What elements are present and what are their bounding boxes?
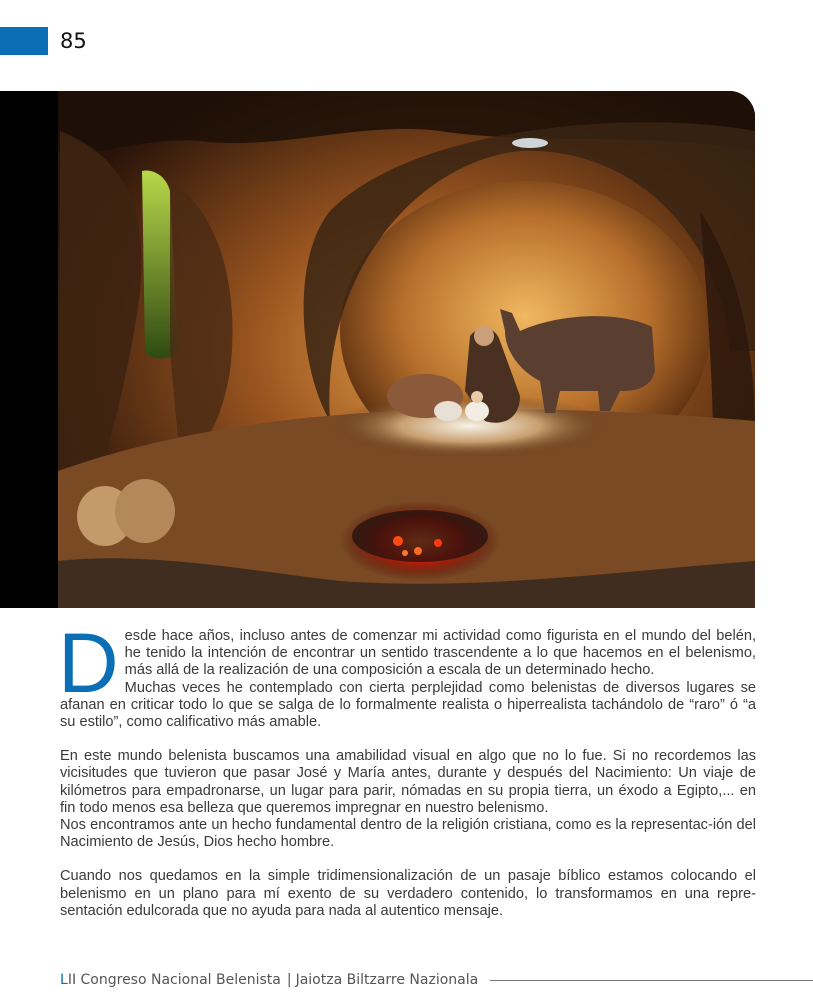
paragraph-4: Cuando nos quedamos en la simple tridimensionalización de un pasaje bíblico estamos colocando el belenismo en un plano para mí exento de su verdadero contenido, lo transformamos en una repre-sentación edulcorada que no ayuda para nada al autentico mensaje. <box>60 868 756 919</box>
paragraph-3: Nos encontramos ante un hecho fundamental dentro de la religión cristiana, como es la representac-ión del Nacimiento de Jesús, Dios hecho hombre. <box>60 817 756 851</box>
footer-accent-letter: L <box>60 972 68 988</box>
paragraph-2: En este mundo belenista buscamos una amabilidad visual en algo que no lo fue. Si no recordemos las vicisitudes que tuvieron que pasar José y María antes, durante y después del Nacimiento: Un viaje de kilómetros para empadronarse, un lugar para parir, nómadas en su propia tierra, un éxodo a Egipto,... en fin todo menos esa belleza que queremos impregnar en nuestro belenismo. <box>60 748 756 816</box>
footer-title-basque: Jaiotza Biltzarre Nazionala <box>295 972 479 988</box>
page-footer <box>60 969 813 991</box>
footer-title: II Congreso Nacional Belenista <box>67 972 281 988</box>
article-body <box>58 616 756 920</box>
paragraph-1b: Muchas veces he contemplado con cierta perplejidad como belenistas de diversos lugares se afanan en criticar todo lo que se salga de lo formalmente realista o hiperrealista tachándolo de “raro” ó “a su estilo”, como calificativo más amable. <box>60 679 756 731</box>
footer-separator: | <box>286 972 292 988</box>
paragraph-1a: esde hace años, incluso antes de comenzar mi actividad como figurista en el mundo del belén, he tenido la intención de encontrar un sentido trascendente a lo que hacemos en el belenismo, más allá de la realización de una composición a escala de un determinado hecho. <box>124 628 756 679</box>
footer-rule <box>490 980 813 981</box>
nativity-photo <box>0 91 755 608</box>
page-number: 85 <box>60 29 87 53</box>
page-tab-marker <box>0 27 48 55</box>
drop-cap: D <box>58 616 119 710</box>
